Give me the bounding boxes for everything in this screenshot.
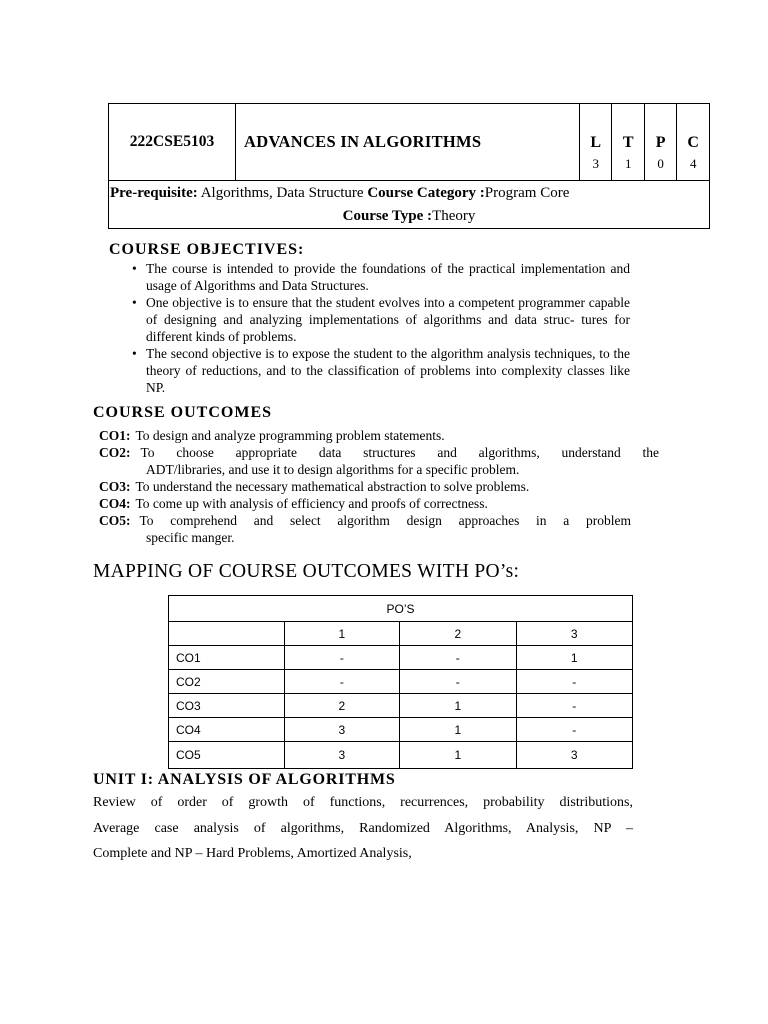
po-column-header: 2 xyxy=(400,622,516,646)
category-label: Course Category : xyxy=(367,184,485,201)
mapping-cell: 3 xyxy=(284,718,399,742)
table-row xyxy=(169,718,633,742)
mapping-cell: - xyxy=(516,670,632,694)
outcomes-list xyxy=(99,427,659,546)
mapping-cell: 2 xyxy=(284,694,399,718)
ltpc-t xyxy=(612,104,645,181)
unit-line: Average case analysis of algorithms, Randomized Algorithms, Analysis, NP – xyxy=(93,820,633,836)
course-code: 222CSE5103 xyxy=(109,104,236,181)
unit-line: Complete and NP – Hard Problems, Amortized Analysis, xyxy=(93,846,412,861)
outcome-text: To comprehend and select algorithm design approaches in a problem xyxy=(139,513,631,528)
mapping-cell: - xyxy=(400,646,516,670)
ltpc-letter: C xyxy=(687,134,699,151)
prereq-line xyxy=(109,182,709,205)
course-type-line xyxy=(109,205,709,228)
table-row xyxy=(169,694,633,718)
co-label: CO1 xyxy=(169,646,285,670)
outcome-key: CO2: xyxy=(99,445,131,460)
outcome-key: CO3: xyxy=(99,479,131,494)
unit-title: UNIT I: ANALYSIS OF ALGORITHMS xyxy=(93,771,396,788)
mapping-cell: - xyxy=(516,694,632,718)
mapping-cell: - xyxy=(284,646,399,670)
co-label: CO4 xyxy=(169,718,285,742)
unit-body xyxy=(93,790,633,867)
ltpc-c xyxy=(677,104,710,181)
po-column-header: 3 xyxy=(516,622,632,646)
objective-item: • The course is intended to provide the foundations of the practical implementation and usage of Algorithms and Data Structures. xyxy=(130,260,630,294)
course-type-value: Theory xyxy=(432,207,476,224)
outcome-text: To design and analyze programming problem statements. xyxy=(135,428,445,443)
po-column-header: 1 xyxy=(284,622,399,646)
outcome-text: To understand the necessary mathematical abstraction to solve problems. xyxy=(135,479,530,494)
po-mapping-table xyxy=(168,595,633,769)
mapping-cell: 1 xyxy=(400,742,516,769)
table-row xyxy=(169,670,633,694)
outcome-key: CO5: xyxy=(99,513,131,528)
ltpc-value: 0 xyxy=(657,156,664,171)
objective-item: • One objective is to ensure that the student evolves into a competent programmer capable of designing and analyzing implementations of algorithms and data struc- tures for different kinds of problems. xyxy=(130,294,630,345)
co-label: CO5 xyxy=(169,742,285,769)
objective-item: • The second objective is to expose the student to the algorithm analysis techniques, to the theory of reductions, and to the classification of problems into complexity classes like NP. xyxy=(130,345,630,396)
co-label: CO2 xyxy=(169,670,285,694)
objectives-title: COURSE OBJECTIVES: xyxy=(109,241,305,258)
outcome-item xyxy=(99,478,659,495)
outcomes-title: COURSE OUTCOMES xyxy=(93,404,273,421)
outcome-text-continued: specific manger. xyxy=(146,530,235,545)
outcome-item xyxy=(99,495,659,512)
course-header-table xyxy=(108,103,710,229)
mapping-cell: 1 xyxy=(400,718,516,742)
outcome-text: To come up with analysis of efficiency and proofs of correctness. xyxy=(135,496,488,511)
ltpc-letter: L xyxy=(590,134,602,151)
outcome-item xyxy=(99,427,659,444)
outcome-item xyxy=(99,444,659,461)
outcome-key: CO4: xyxy=(99,496,131,511)
prereq-value: Algorithms, Data Structure xyxy=(197,184,368,201)
ltpc-value: 1 xyxy=(624,156,632,171)
prereq-label: Pre-requisite: xyxy=(110,184,198,201)
mapping-cell: 3 xyxy=(516,742,632,769)
outcome-text-continued: ADT/libraries, and use it to design algorithms for a specific problem. xyxy=(146,462,520,477)
course-type-label: Course Type : xyxy=(342,207,433,224)
ltpc-l xyxy=(579,104,612,181)
table-row xyxy=(169,646,633,670)
mapping-cell: 3 xyxy=(284,742,399,769)
mapping-cell: - xyxy=(400,670,516,694)
mapping-title: MAPPING OF COURSE OUTCOMES WITH PO’s: xyxy=(93,561,520,582)
table-corner-cell xyxy=(169,622,285,646)
ltpc-value: 4 xyxy=(689,156,697,171)
ltpc-p xyxy=(644,104,676,181)
co-label: CO3 xyxy=(169,694,285,718)
outcome-item xyxy=(99,512,631,529)
mapping-cell: - xyxy=(516,718,632,742)
po-header: PO’S xyxy=(169,596,633,622)
course-info-cell xyxy=(109,181,710,229)
table-row xyxy=(169,742,633,769)
mapping-cell: - xyxy=(284,670,399,694)
category-value: Program Core xyxy=(484,184,570,201)
outcome-text: To choose appropriate data structures and algorithms, understand the xyxy=(140,445,659,460)
ltpc-value: 3 xyxy=(592,156,599,171)
course-title: ADVANCES IN ALGORITHMS xyxy=(236,104,580,181)
unit-line: Review of order of growth of functions, recurrences, probability distributions, xyxy=(93,795,633,810)
mapping-cell: 1 xyxy=(516,646,632,670)
outcome-key: CO1: xyxy=(99,428,131,443)
ltpc-letter: T xyxy=(622,134,634,151)
ltpc-letter: P xyxy=(655,134,666,151)
mapping-cell: 1 xyxy=(400,694,516,718)
objectives-list xyxy=(130,260,630,396)
